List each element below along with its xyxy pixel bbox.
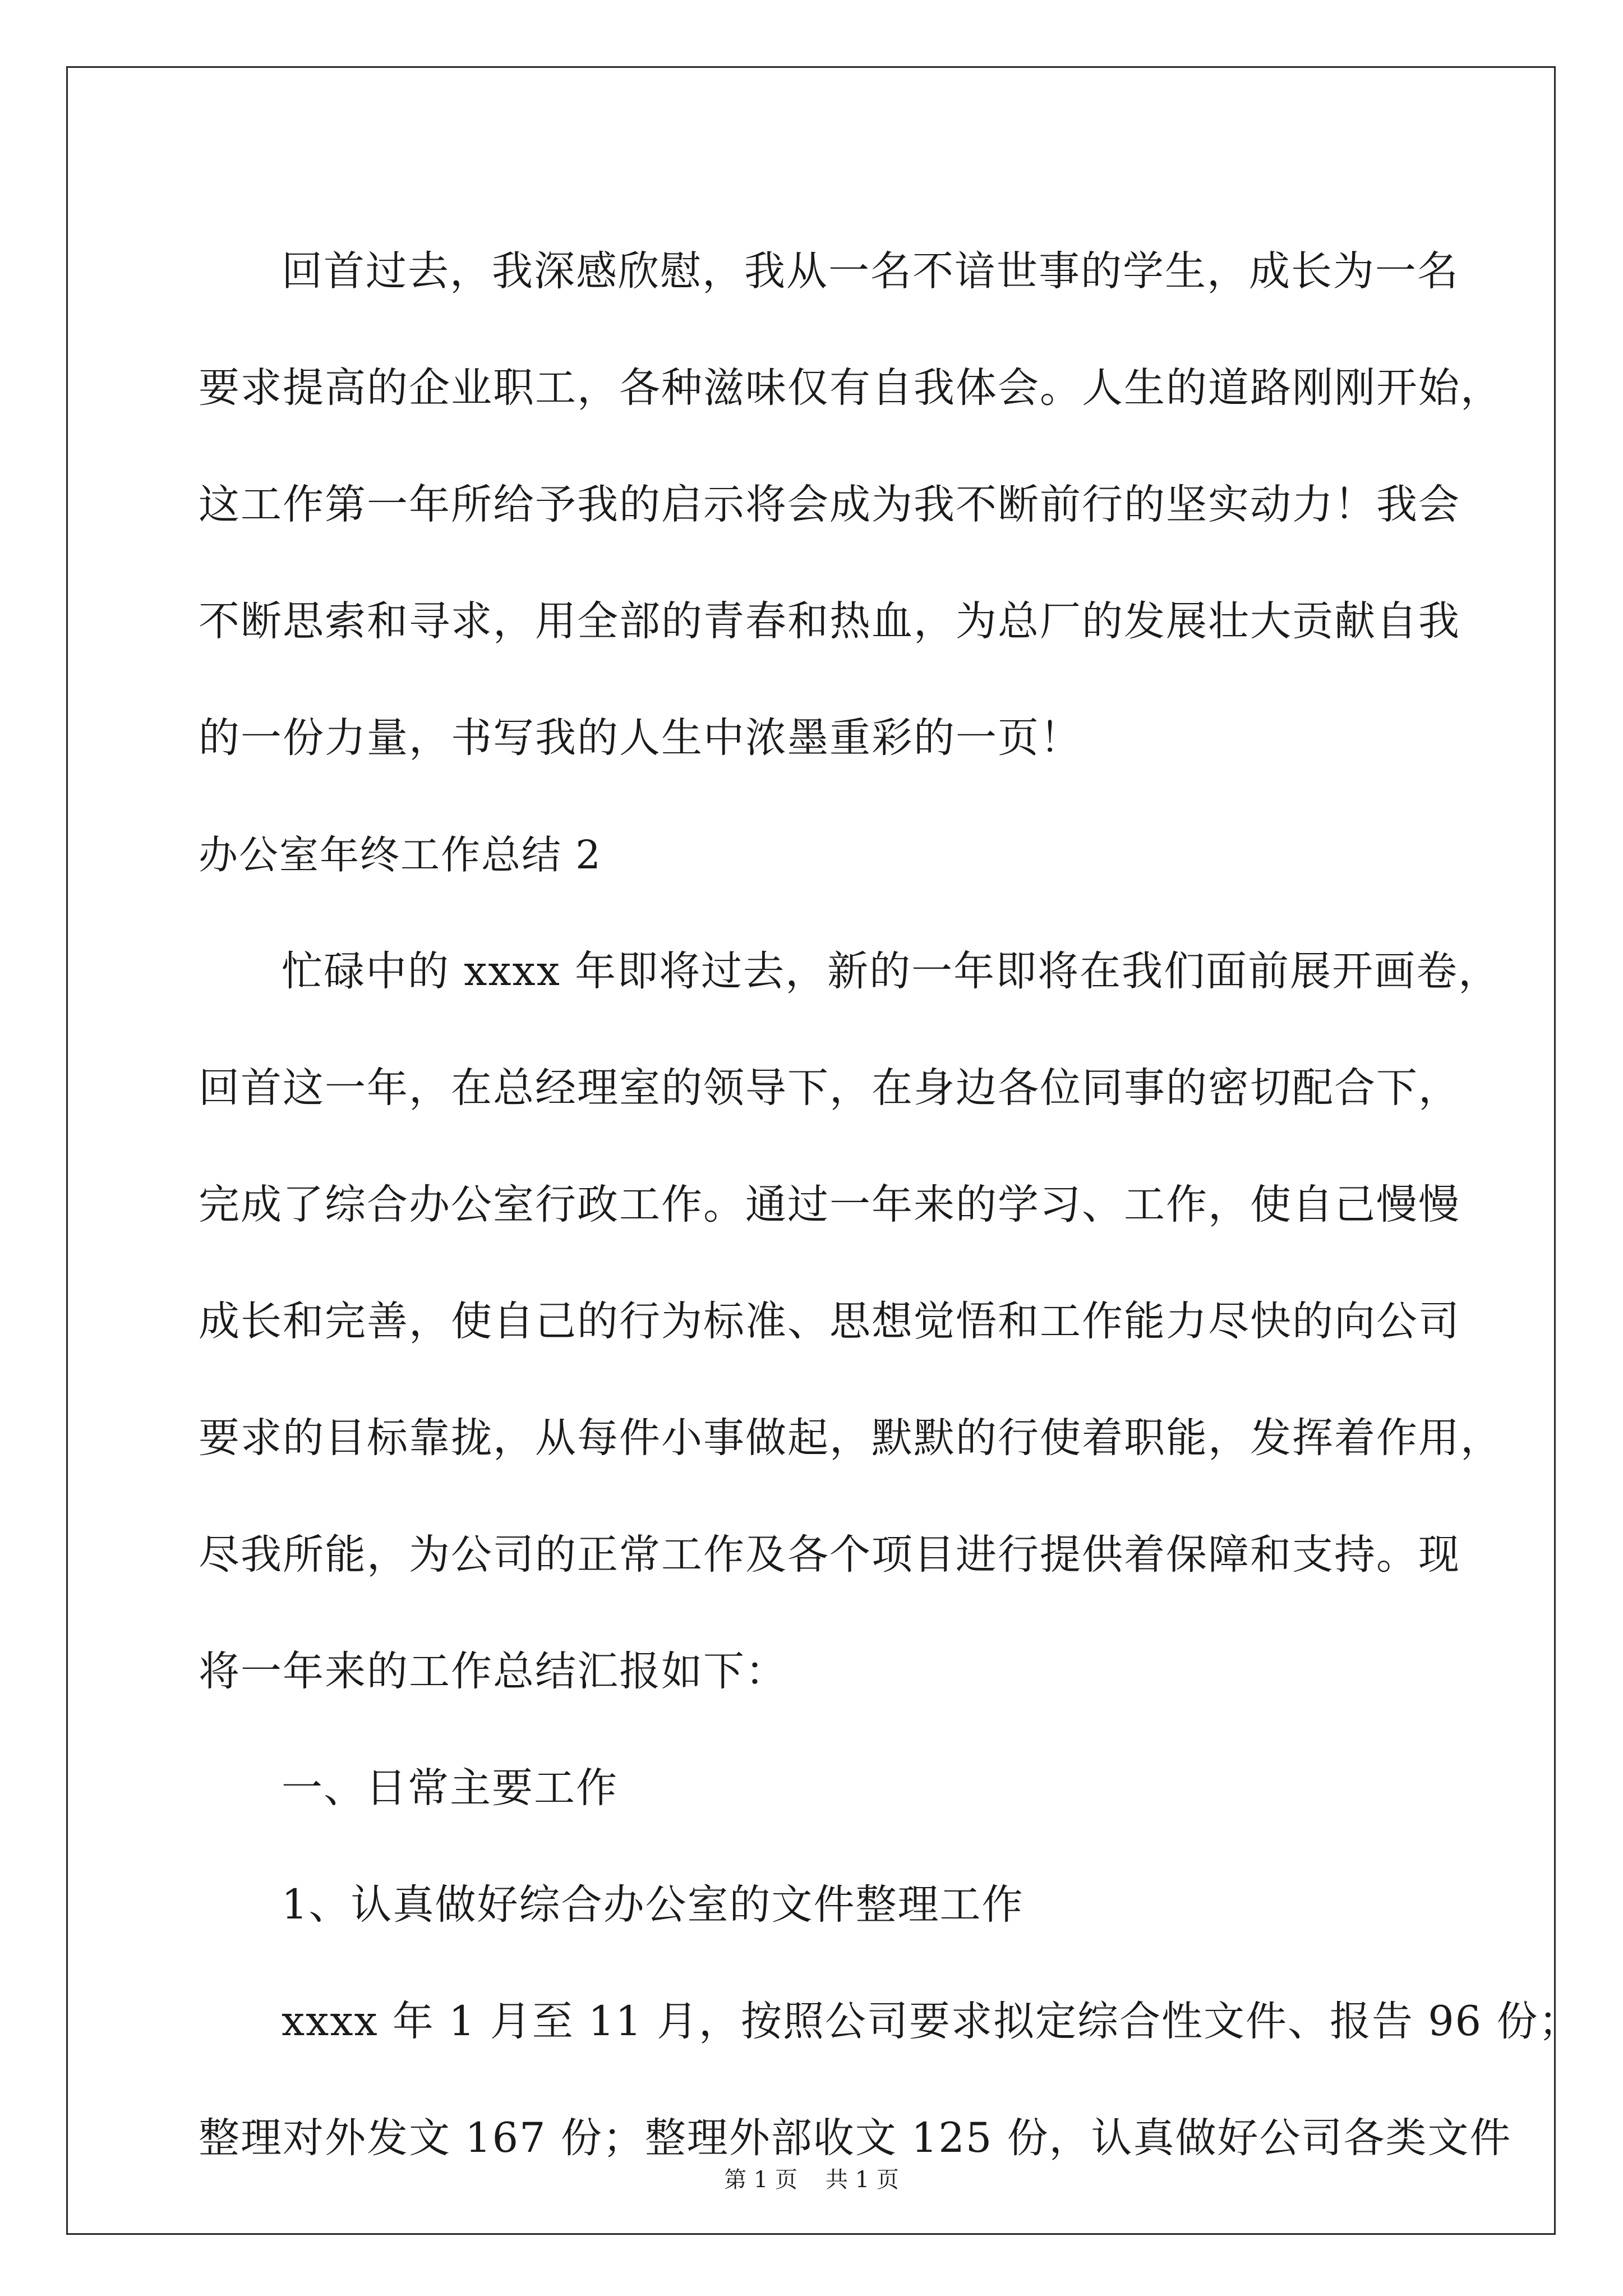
text-line: 成长和完善，使自己的行为标准、思想觉悟和工作能力尽快的向公司	[199, 1297, 1460, 1345]
subheading: 1、认真做好综合办公室的文件整理工作	[282, 1881, 1024, 1929]
page-number: 第 1 页	[724, 2167, 797, 2193]
text-line: 要求的目标靠拢，从每件小事做起，默默的行使着职能，发挥着作用，	[199, 1414, 1502, 1462]
text-line: 这工作第一年所给予我的启示将会成为我不断前行的坚实动力！我会	[199, 481, 1460, 528]
text-line: 要求提高的企业职工，各种滋味仅有自我体会。人生的道路刚刚开始，	[199, 364, 1502, 412]
text-line: 的一份力量，书写我的人生中浓墨重彩的一页！	[199, 714, 1082, 762]
text-line: 不断思索和寻求，用全部的青春和热血，为总厂的发展壮大贡献自我	[199, 597, 1460, 645]
document-body	[199, 213, 1581, 2197]
text-line: 尽我所能，为公司的正常工作及各个项目进行提供着保障和支持。现	[199, 1531, 1460, 1579]
text-line: 忙碌中的 xxxx 年即将过去，新的一年即将在我们面前展开画卷，	[282, 947, 1501, 995]
text-line: 完成了综合办公室行政工作。通过一年来的学习、工作，使自己慢慢	[199, 1181, 1460, 1228]
text-line: 将一年来的工作总结汇报如下：	[199, 1648, 787, 1695]
text-line: 回首这一年，在总经理室的领导下，在身边各位同事的密切配合下，	[199, 1064, 1460, 1112]
text-line: 回首过去，我深感欣慰，我从一名不谙世事的学生，成长为一名	[282, 247, 1459, 295]
text-line: xxxx 年 1 月至 11 月，按照公司要求拟定综合性文件、报告 96 份；	[282, 1998, 1581, 2045]
page-footer	[0, 2163, 1623, 2197]
page-total: 共 1 页	[826, 2167, 899, 2193]
text-line: 整理对外发文 167 份；整理外部收文 125 份，认真做好公司各类文件	[199, 2114, 1512, 2162]
section-heading: 办公室年终工作总结 2	[199, 832, 602, 878]
subheading: 一、日常主要工作	[282, 1764, 618, 1812]
